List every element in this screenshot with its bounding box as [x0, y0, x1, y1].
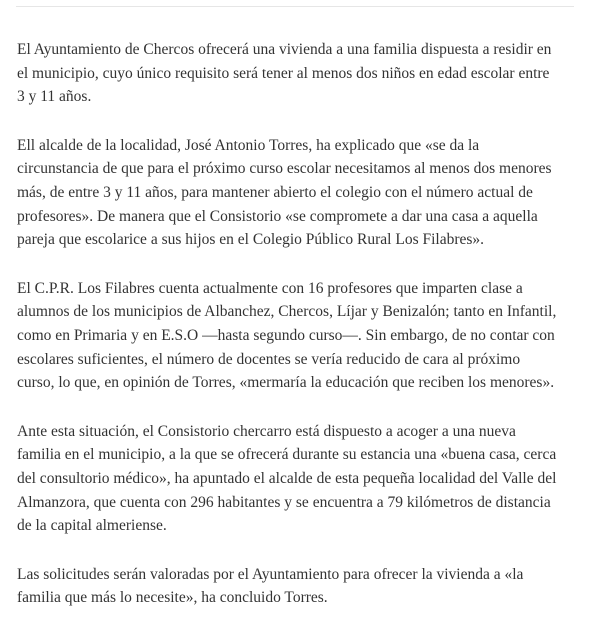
paragraph-line: 3 y 11 años. — [17, 88, 92, 106]
paragraph-line: del consultorio médico», ha apuntado el alcalde de esta pequeña localidad del Valle del — [17, 469, 557, 487]
paragraph-line: de la capital almeriense. — [17, 517, 167, 535]
paragraph-line: pareja que escolarice a sus hijos en el Colegio Público Rural Los Filabres». — [17, 231, 485, 249]
paragraph-line: Ell alcalde de la localidad, José Antonio Torres, ha explicado que «se da la — [17, 136, 480, 154]
article-paragraph-3 — [17, 277, 579, 395]
paragraph-line: El Ayuntamiento de Chercos ofrecerá una vivienda a una familia dispuesta a residir en — [17, 41, 552, 58]
paragraph-line: curso, lo que, en opinión de Torres, «mermaría la educación que reciben los menores». — [17, 374, 555, 392]
paragraph-line: familia en el municipio, a la que se ofrecerá durante su estancia una «buena casa, cerca — [17, 446, 557, 464]
paragraph-line: El C.P.R. Los Filabres cuenta actualmente con 16 profesores que imparten clase a — [17, 279, 523, 297]
paragraph-line: el municipio, cuyo único requisito será tener al menos dos niños en edad escolar entre — [17, 64, 550, 82]
paragraph-line: más, de entre 3 y 11 años, para mantener abierto el colegio con el número actual de — [17, 183, 533, 201]
article-paragraph-5 — [17, 563, 579, 610]
paragraph-line: como en Primaria y en E.S.O —hasta segundo curso—. Sin embargo, de no contar con — [17, 326, 555, 344]
article-paragraph-4 — [17, 420, 579, 538]
article-paragraph-1 — [17, 38, 579, 109]
article-body — [17, 38, 579, 635]
paragraph-line: profesores». De manera que el Consistorio «se compromete a dar una casa a aquella — [17, 207, 538, 225]
paragraph-line: circunstancia de que para el próximo curso escolar necesitamos al menos dos menores — [17, 160, 552, 178]
paragraph-line: familia que más lo necesite», ha concluido Torres. — [17, 589, 328, 607]
paragraph-line: Las solicitudes serán valoradas por el Ayuntamiento para ofrecer la vivienda a «la — [17, 565, 524, 583]
paragraph-line: Ante esta situación, el Consistorio chercarro está dispuesto a acoger a una nueva — [17, 422, 516, 440]
paragraph-line: Almanzora, que cuenta con 296 habitantes y se encuentra a 79 kilómetros de distancia — [17, 493, 551, 511]
paragraph-line: alumnos de los municipios de Albanchez, Chercos, Líjar y Benizalón; tanto en Infantil, — [17, 303, 557, 321]
paragraph-line: escolares suficientes, el número de docentes se vería reducido de cara al próximo — [17, 350, 521, 368]
top-divider — [16, 6, 574, 7]
article-paragraph-2 — [17, 134, 579, 252]
